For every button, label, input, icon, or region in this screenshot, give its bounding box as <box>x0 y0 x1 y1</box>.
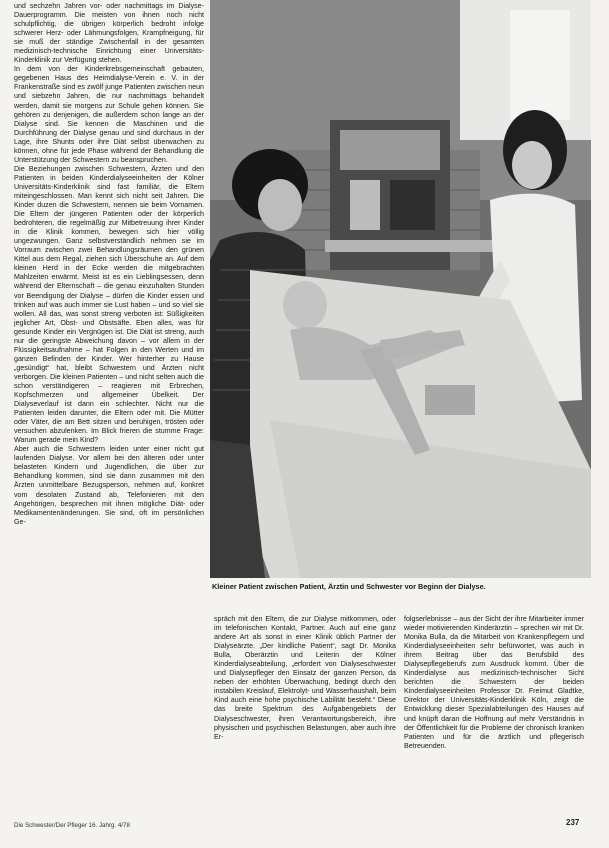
article-column-middle <box>214 615 396 805</box>
article-column-left <box>14 2 204 808</box>
journal-footer: Die Schwester/Der Pfleger 16. Jahrg. 4/78 <box>14 822 130 829</box>
article-column-right <box>404 615 584 805</box>
article-paragraph: In dem von der Kinderkrebsgemeinschaft gebauten, gegebenen Haus des Heimdialyse-Verein e. V. in der Frankenstraße sind es zwölf junge Patienten zwischen neun und siebzehn Jahren, die nur nachmittags behandelt werden, damit sie morgens zur Schule gehen können. Sie gehören zu denjenigen, die außerdem schon lange an der Dialyse sind. Sie kennen die Maschinen und die Durchführung der Dialyse genau und sind durchaus in der Lage, ihre Shunts oder ihre Diät selbst überwachen zu können, ohne für jede Phase während der Behandlung die Unterstützung der Schwestern zu beanspruchen. <box>14 65 204 164</box>
article-paragraph: und sechzehn Jahren vor- oder nachmittags im Dialyse-Dauerprogramm. Die meisten von ihnen noch nicht schulpflichtig, die übrigen körperlich bedroht infolge schwerer Herz- oder Lähmungsfolgen, Krampfneigung, für sie muß der ständige Zwischenfall in der gesamten medizinisch-technische Einrichtung einer Universitäts-Kinderklinik zur Verfügung stehen. <box>14 2 204 65</box>
photo-illustration <box>210 0 591 578</box>
article-paragraph: folgserlebnisse – aus der Sicht der ihre Mitarbeiter immer wieder motivierenden Kinderärztin – sprechen wir mit Dr. Monika Bulla, da die Mitarbeit von Krankenpflegern und Kinderdialyseeinheiten sehr befürwortet, was auch in ihrem Beitrag über das Berufsbild des Dialysepflegeberufs zum Ausdruck kommt. Über die Kinderdialyse aus medizinisch-technischer Sicht berichten die Schwestern der beiden Kinderdialyseeinheiten Professor Dr. Freimut Gladtke, Direktor der Universitäts-Kinderklinik Köln, zeigt die Entwicklung dieser Spezialabteilungen des Hauses auf und knüpft daran die Hoffnung auf mehr Verständnis in der Öffentlichkeit für die Probleme der chronisch kranken Patienten und für die ärztlich und pflegerisch Betreuenden. <box>404 615 584 750</box>
article-paragraph: spräch mit den Eltern, die zur Dialyse mitkommen, oder im telefonischen Kontakt, Partner. Auch auf eine ganz andere Art als sonst in einer Klinik üblich Partner der Dialyseärzte. „Der kindliche Patient“, sagt Dr. Monika Bulla, Oberärztin und Leiterin der Kölner Kinderdialyseabteilung, „erfordert von Dialyseschwester und Dialysepfleger den Einsatz der ganzen Person, da neben der erhöhten Überwachung, bedingt durch den instabilen Kreislauf, Elektrolyt- und Wasserhaushalt, beim Kind auch eine hohe psychische Labilität besteht.“ Diese das breite Spektrum des Aufgabengebiets der Dialyseschwester, ihren Verantwortungsbereich, ihre physischen und psychischen Belastungen, aber auch ihre Er- <box>214 615 396 741</box>
page-number: 237 <box>566 818 580 827</box>
dialysis-photo <box>210 0 591 578</box>
photo-caption: Kleiner Patient zwischen Patient, Ärztin und Schwester vor Beginn der Dialyse. <box>212 582 486 591</box>
article-paragraph: Aber auch die Schwestern leiden unter einer nicht gut laufenden Dialyse. Vor allem bei den älteren oder unter belasteten Kindern und Jugendlichen, die über zur Behandlung kommen, sind sie dann zusammen mit den Ärzten unmittelbare Bezugsperson, nehmen auf, konkret vom desolaten Zustand ab, Telefonieren mit den Angehörigen, besprechen mit ihnen mögliche Diät- oder Medikamentenänderungen. Sie sind, oft im persönlichen Ge- <box>14 445 204 526</box>
article-paragraph: Die Beziehungen zwischen Schwestern, Ärzten und den Patienten in beiden Kinderdialyseeinheiten der Kölner Universitäts-Kinderklinik sind fast familiär, die Eltern miteingeschlossen. Man kennt sich nicht seit Jahren. Die Kinder duzen die Schwestern, nennen sie beim Vornamen. Die Eltern der jüngeren Patienten oder der körperlich bedrohteren, die regelmäßig zur Mitbetreuung ihrer Kinder in die Klinik kommen, bewegen sich hier völlig ungezwungen. Ganz selbstverständlich nehmen sie im Vorraum zwischen zwei Behandlungsräumen den grünen Kittel aus dem Regal, ziehen sich Überschuhe an. Auf dem kleinen Herd in der Ecke werden die mitgebrachten Mahlzeiten erwärmt. Meist ist es ein Lieblingsessen, denn während der Elternschaft – die genau einzuhalten Stunden vor Beendigung der Dialyse – dürfen die Kinder essen und trinken auf was auch immer sie Lust haben – und so viel sie wollen. All das, was sonst streng verboten ist: Süßigkeiten jeglicher Art, Obst- und Obstsäfte. Eben alles, was für gesunde Kinder ein Vergnügen ist. Die Diät ist streng, auch nur die geringste Abweichung davon – vor allem in der Flüssigkeitsaufnahme – hat Folgen in den Werten und im ganzen Befinden der Kinder. Wer hinterher zu Hause „gesündigt“ hat, bleibt Schwestern und Ärzten nicht verborgen. Die kleinen Patienten – und nicht selten auch die schon verständigeren – reagieren mit Erbrechen, Kopfschmerzen und allgemeiner Übelkeit. Der Dialyseverlauf ist dann ein schlechter. Nicht nur die Patienten leiden darunter, die Eltern oder mit. Die Mütter oder Väter, die am Bett sitzen und beruhigen, trösten oder versuchen abzulenken. Im Blick frieren die stumme Frage: Warum gerade mein Kind? <box>14 164 204 445</box>
